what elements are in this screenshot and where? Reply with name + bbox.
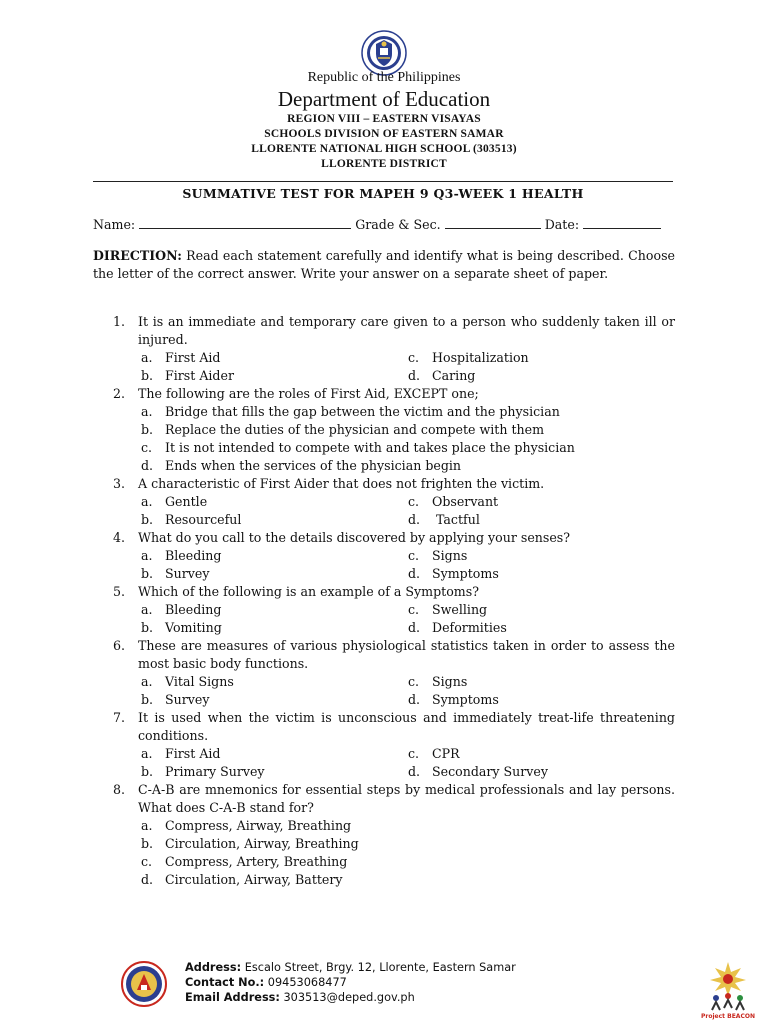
- option-letter: b.: [141, 512, 154, 527]
- answer-option: [408, 493, 675, 511]
- option-letter: c.: [141, 440, 153, 455]
- question-list: [113, 313, 675, 889]
- question-item: [113, 781, 675, 817]
- option-letter: a.: [141, 404, 153, 419]
- direction-paragraph: [93, 247, 675, 283]
- option-text: Tactful: [432, 512, 480, 527]
- option-letter: d.: [408, 512, 421, 527]
- option-text: Symptoms: [432, 566, 499, 581]
- option-text: Bleeding: [165, 602, 222, 617]
- option-letter: d.: [141, 872, 154, 887]
- option-row: [141, 349, 675, 367]
- option-letter: a.: [141, 674, 153, 689]
- option-text: Secondary Survey: [432, 764, 548, 779]
- option-letter: d.: [408, 566, 421, 581]
- option-text: Swelling: [432, 602, 488, 617]
- option-text: Replace the duties of the physician and compete with them: [165, 422, 545, 437]
- option-text: Primary Survey: [165, 764, 265, 779]
- question-text: It is an immediate and temporary care given to a person who suddenly taken ill or injured.: [138, 314, 675, 347]
- direction-label: DIRECTION:: [93, 248, 182, 263]
- option-row: [141, 601, 675, 619]
- option-text: Survey: [165, 692, 210, 707]
- option-letter: d.: [141, 458, 154, 473]
- option-row: [141, 619, 675, 637]
- option-letter: b.: [141, 368, 154, 383]
- option-text: Signs: [432, 548, 468, 563]
- region-line: REGION VIII – EASTERN VISAYAS: [287, 113, 481, 125]
- option-row: [141, 367, 675, 385]
- date-label: Date:: [544, 217, 580, 232]
- option-text: Circulation, Airway, Battery: [165, 872, 343, 887]
- answer-option: [408, 547, 675, 565]
- answer-option: [408, 349, 675, 367]
- option-row: [141, 691, 675, 709]
- question-item: [113, 313, 675, 349]
- option-row: [141, 745, 675, 763]
- answer-option: [141, 673, 408, 691]
- answer-option: [408, 673, 675, 691]
- question-item: [113, 529, 675, 547]
- question-item: [113, 583, 675, 601]
- question-number: 6.: [113, 638, 126, 653]
- question-number: 3.: [113, 476, 126, 491]
- option-text: Gentle: [165, 494, 208, 509]
- date-blank: [583, 216, 661, 229]
- option-text: Bridge that fills the gap between the victim and the physician: [165, 404, 560, 419]
- option-letter: b.: [141, 836, 154, 851]
- option-letter: a.: [141, 602, 153, 617]
- contact-value: 09453068477: [267, 976, 347, 989]
- option-text: Hospitalization: [432, 350, 529, 365]
- answer-option: [408, 745, 675, 763]
- option-letter: c.: [141, 854, 153, 869]
- contact-block: [185, 960, 516, 1005]
- answer-option: [408, 763, 675, 781]
- option-letter: d.: [408, 692, 421, 707]
- question-item: [113, 709, 675, 745]
- grade-blank: [445, 216, 541, 229]
- question-text: C-A-B are mnemonics for essential steps by medical professionals and lay persons. What does C-A-B stand for?: [138, 782, 675, 815]
- option-text: Circulation, Airway, Breathing: [165, 836, 359, 851]
- option-row: [141, 547, 675, 565]
- contact-label: Contact No.:: [185, 976, 265, 989]
- option-letter: c.: [408, 548, 420, 563]
- school-logo-icon: [121, 961, 167, 1007]
- address-label: Address:: [185, 961, 242, 974]
- question-number: 7.: [113, 710, 126, 725]
- option-letter: c.: [408, 746, 420, 761]
- school-line: LLORENTE NATIONAL HIGH SCHOOL (303513): [251, 143, 517, 155]
- question-text: The following are the roles of First Aid, EXCEPT one;: [138, 386, 479, 401]
- answer-option: [141, 403, 675, 421]
- option-list: [113, 493, 675, 529]
- option-text: Resourceful: [165, 512, 242, 527]
- option-text: Bleeding: [165, 548, 222, 563]
- option-letter: a.: [141, 548, 153, 563]
- footer: [0, 960, 768, 1020]
- answer-option: [141, 547, 408, 565]
- answer-option: [141, 349, 408, 367]
- option-letter: b.: [141, 692, 154, 707]
- question-item: [113, 637, 675, 673]
- option-letter: a.: [141, 350, 153, 365]
- option-text: Vital Signs: [165, 674, 234, 689]
- option-list: [113, 547, 675, 583]
- question-item: [113, 475, 675, 493]
- question-text: What do you call to the details discovered by applying your senses?: [138, 530, 571, 545]
- option-text: Observant: [432, 494, 499, 509]
- option-letter: a.: [141, 818, 153, 833]
- answer-option: [141, 511, 408, 529]
- answer-option: [141, 871, 675, 889]
- email-value: 303513@deped.gov.ph: [283, 991, 415, 1004]
- option-letter: b.: [141, 620, 154, 635]
- email-label: Email Address:: [185, 991, 280, 1004]
- option-letter: b.: [141, 422, 154, 437]
- option-text: Symptoms: [432, 692, 499, 707]
- option-list: [113, 601, 675, 637]
- answer-option: [408, 691, 675, 709]
- name-blank: [139, 216, 351, 229]
- option-letter: c.: [408, 674, 420, 689]
- answer-option: [141, 691, 408, 709]
- option-letter: a.: [141, 494, 153, 509]
- question-text: These are measures of various physiological statistics taken in order to assess the most basic body functions.: [138, 638, 675, 671]
- option-text: Vomiting: [165, 620, 222, 635]
- option-text: Compress, Artery, Breathing: [165, 854, 348, 869]
- email-line: [185, 990, 516, 1005]
- answer-option: [141, 817, 675, 835]
- option-list: [113, 403, 675, 475]
- project-beacon-logo-icon: [700, 958, 756, 1020]
- option-list: [113, 745, 675, 781]
- name-label: Name:: [93, 217, 136, 232]
- answer-option: [141, 493, 408, 511]
- answer-option: [408, 511, 675, 529]
- division-line: SCHOOLS DIVISION OF EASTERN SAMAR: [264, 128, 504, 140]
- option-letter: d.: [408, 620, 421, 635]
- option-list: [113, 349, 675, 385]
- question-number: 5.: [113, 584, 126, 599]
- answer-option: [141, 367, 408, 385]
- option-letter: c.: [408, 602, 420, 617]
- answer-option: [141, 439, 675, 457]
- option-letter: c.: [408, 350, 420, 365]
- option-text: Signs: [432, 674, 468, 689]
- answer-option: [141, 421, 675, 439]
- option-text: Compress, Airway, Breathing: [165, 818, 352, 833]
- student-info-line: [93, 216, 675, 234]
- answer-option: [141, 763, 408, 781]
- option-row: [141, 493, 675, 511]
- department-name: Department of Education: [277, 87, 491, 111]
- address-line: [185, 960, 516, 975]
- header-divider: [93, 181, 673, 182]
- option-list: [113, 817, 675, 889]
- answer-option: [408, 619, 675, 637]
- option-row: [141, 673, 675, 691]
- option-text: Ends when the services of the physician begin: [165, 458, 462, 473]
- question-text: A characteristic of First Aider that does not frighten the victim.: [138, 476, 545, 491]
- question-text: Which of the following is an example of a Symptoms?: [138, 584, 479, 599]
- option-row: [141, 763, 675, 781]
- republic-line: Republic of the Philippines: [307, 70, 461, 85]
- option-text: Caring: [432, 368, 476, 383]
- option-row: [141, 565, 675, 583]
- option-letter: d.: [408, 368, 421, 383]
- option-letter: c.: [408, 494, 420, 509]
- answer-option: [141, 619, 408, 637]
- district-line: LLORENTE DISTRICT: [321, 158, 447, 170]
- test-title: SUMMATIVE TEST FOR MAPEH 9 Q3-WEEK 1 HEALTH: [182, 186, 584, 201]
- letterhead: [0, 30, 768, 172]
- option-text: CPR: [432, 746, 460, 761]
- question-number: 8.: [113, 782, 126, 797]
- option-letter: a.: [141, 746, 153, 761]
- option-text: First Aid: [165, 746, 221, 761]
- option-text: First Aider: [165, 368, 234, 383]
- question-number: 4.: [113, 530, 126, 545]
- answer-option: [141, 835, 675, 853]
- option-letter: b.: [141, 566, 154, 581]
- answer-option: [141, 457, 675, 475]
- question-text: It is used when the victim is unconscious and immediately treat-life threatening conditions.: [138, 710, 675, 743]
- answer-option: [141, 565, 408, 583]
- answer-option: [408, 601, 675, 619]
- option-letter: b.: [141, 764, 154, 779]
- contact-line: [185, 975, 516, 990]
- grade-label: Grade & Sec.: [355, 217, 441, 232]
- option-text: It is not intended to compete with and takes place the physician: [165, 440, 575, 455]
- option-letter: d.: [408, 764, 421, 779]
- option-text: Survey: [165, 566, 210, 581]
- option-text: First Aid: [165, 350, 221, 365]
- question-item: [113, 385, 675, 403]
- answer-option: [141, 745, 408, 763]
- option-list: [113, 673, 675, 709]
- direction-text: Read each statement carefully and identify what is being described. Choose the letter of the correct answer. Write your answer on a separate sheet of paper.: [93, 248, 675, 281]
- answer-option: [408, 367, 675, 385]
- beacon-logo-text: Project BEACON: [701, 1013, 755, 1020]
- answer-option: [408, 565, 675, 583]
- option-text: Deformities: [432, 620, 507, 635]
- question-number: 2.: [113, 386, 126, 401]
- address-value: Escalo Street, Brgy. 12, Llorente, Eastern Samar: [244, 961, 516, 974]
- answer-option: [141, 853, 675, 871]
- question-number: 1.: [113, 314, 126, 329]
- option-row: [141, 511, 675, 529]
- answer-option: [141, 601, 408, 619]
